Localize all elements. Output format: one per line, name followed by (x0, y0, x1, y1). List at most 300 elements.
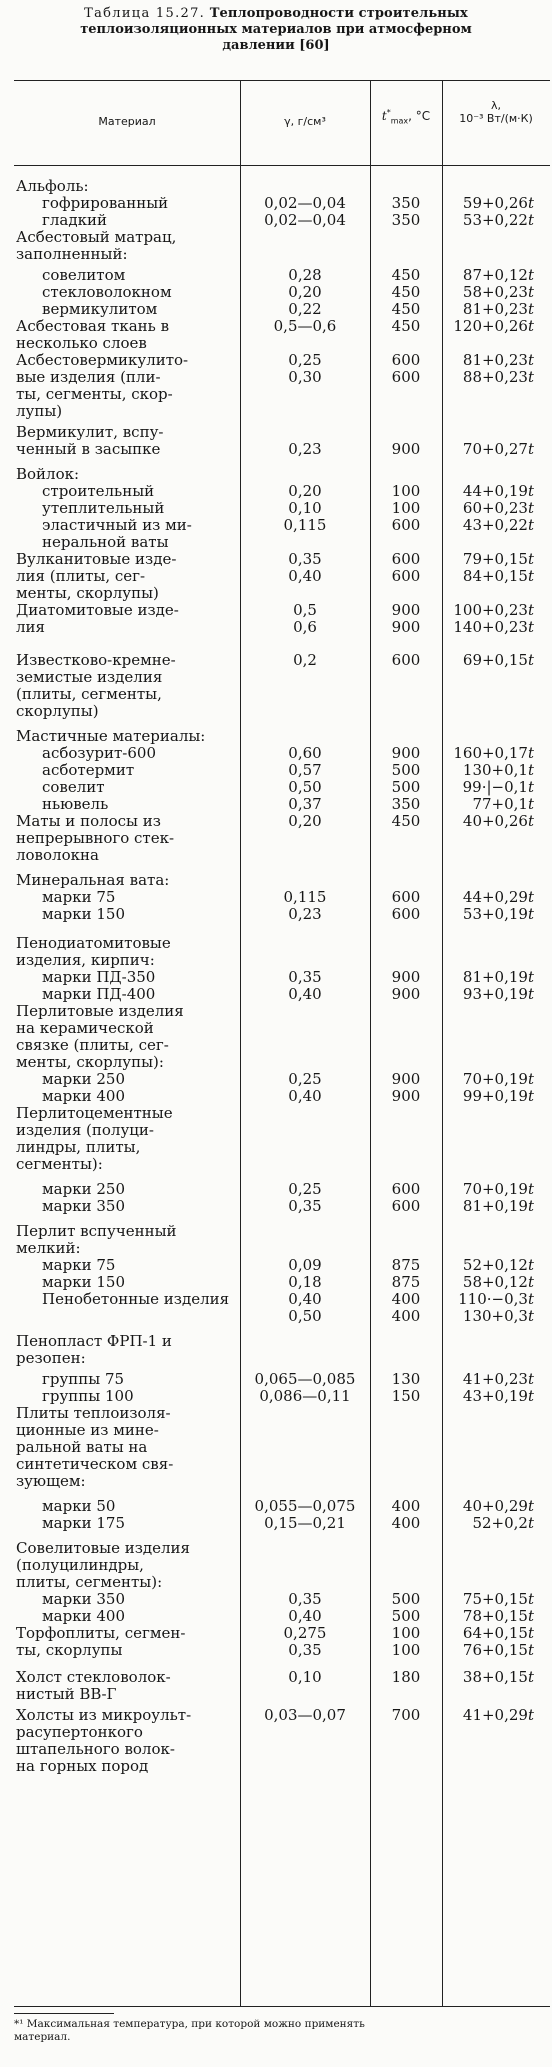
tmax-cell (370, 813, 442, 830)
material-cell (14, 466, 240, 483)
material-cell-line: штапельного волок- (16, 1741, 175, 1758)
material-cell-line: Торфоплиты, сегмен- (16, 1625, 186, 1642)
density-cell-line: 0,40 (288, 986, 322, 1003)
density-cell (240, 1071, 370, 1105)
table-row (14, 1405, 550, 1490)
tmax-cell (370, 1669, 442, 1686)
conductivity-cell (442, 267, 550, 318)
conductivity-cell-line: 53+0,22t (462, 212, 534, 229)
density-cell (240, 1591, 370, 1625)
material-cell-line: асботермит (42, 762, 135, 779)
conductivity-cell-line: 53+0,19t (462, 906, 534, 923)
conductivity-cell-line: 41+0,23t (462, 1371, 534, 1388)
density-cell-line: 0,055—0,075 (254, 1498, 356, 1515)
material-cell (14, 872, 240, 889)
density-cell-line: 0,03—0,07 (264, 1707, 346, 1724)
conductivity-cell-line: 76+0,15t (462, 1642, 534, 1659)
tmax-cell-line: 600 (391, 551, 421, 568)
conductivity-cell (442, 1371, 550, 1405)
table-row (14, 1257, 550, 1291)
conductivity-cell-line: 78+0,15t (462, 1608, 534, 1625)
material-cell-line: Альфоль: (16, 178, 89, 195)
table-row (14, 1540, 550, 1591)
material-cell (14, 1540, 240, 1591)
density-cell-line: 0,6 (293, 619, 317, 636)
tmax-cell-line: 500 (391, 779, 421, 796)
material-cell (14, 969, 240, 1003)
density-cell-line: 0,60 (288, 745, 322, 762)
material-cell (14, 1181, 240, 1215)
density-cell-line: 0,02—0,04 (264, 195, 346, 212)
material-cell-line: марки 175 (42, 1515, 125, 1532)
tmax-cell-line: 500 (391, 1591, 421, 1608)
material-cell (14, 1291, 240, 1325)
conductivity-cell-line: 70+0,19t (462, 1181, 534, 1198)
density-cell-line: 0,275 (283, 1625, 327, 1642)
tmax-cell (370, 1257, 442, 1291)
material-cell (14, 483, 240, 551)
tmax-cell-line: 400 (391, 1291, 421, 1308)
conductivity-cell-line: 52+0,12t (462, 1257, 534, 1274)
conductivity-cell (442, 195, 550, 229)
table-row (14, 466, 550, 483)
tmax-cell (370, 352, 442, 386)
material-cell-line: группы 75 (42, 1371, 125, 1388)
conductivity-cell-line: 40+0,29t (462, 1498, 534, 1515)
table-row (14, 318, 550, 352)
table-top-rule (14, 80, 550, 81)
table-row (14, 1591, 550, 1625)
material-cell-line: на керамической (16, 1020, 154, 1037)
conductivity-cell-line: 59+0,26t (462, 195, 534, 212)
table-number: Таблица 15.27. (84, 6, 206, 21)
footnote-line2: материал. (14, 2031, 71, 2043)
table-row (14, 813, 550, 864)
tmax-cell-line: 600 (391, 568, 421, 585)
material-cell (14, 652, 240, 720)
material-cell-line: совелит (42, 779, 105, 796)
material-cell-line: Пенобетонные изделия (42, 1291, 230, 1308)
material-cell-line: линдры, плиты, (16, 1139, 141, 1156)
density-cell (240, 1257, 370, 1291)
material-cell (14, 1105, 240, 1173)
table-caption (0, 0, 552, 54)
tmax-cell (370, 1371, 442, 1405)
conductivity-cell-line: 52+0,2t (472, 1515, 534, 1532)
conductivity-cell-line: 110·−0,3t (458, 1291, 534, 1308)
density-cell-line: 0,35 (288, 1591, 322, 1608)
material-cell-line: Перлит вспученный (16, 1223, 177, 1240)
header-tmax: $t^*_{max}$, °C (381, 108, 431, 126)
table-row (14, 745, 550, 813)
conductivity-cell-line: 70+0,19t (462, 1071, 534, 1088)
material-cell-line: марки 50 (42, 1498, 116, 1515)
density-cell-line: 0,20 (288, 284, 322, 301)
conductivity-cell-line: 43+0,19t (462, 1388, 534, 1405)
table-body (14, 170, 550, 1775)
tmax-cell-line: 400 (391, 1515, 421, 1532)
density-cell (240, 1625, 370, 1659)
table-row (14, 1707, 550, 1775)
density-cell (240, 1181, 370, 1215)
material-cell-line: (плиты, сегменты, (16, 686, 162, 703)
material-cell-line: на горных пород (16, 1758, 149, 1775)
tmax-cell-line: 700 (391, 1707, 421, 1724)
table-row (14, 1669, 550, 1703)
conductivity-cell-line: 130+0,3t (462, 1308, 534, 1325)
density-cell-line: 0,25 (288, 1071, 322, 1088)
tmax-cell-line: 900 (391, 745, 421, 762)
conductivity-cell-line: 93+0,19t (462, 986, 534, 1003)
tmax-cell-line: 600 (391, 352, 421, 369)
density-cell-line (240, 424, 370, 441)
material-cell (14, 1003, 240, 1071)
tmax-cell-line: 400 (391, 1308, 421, 1325)
footnote-rule (14, 2013, 114, 2014)
table-row (14, 728, 550, 745)
conductivity-cell-line: 38+0,15t (462, 1669, 534, 1686)
material-cell-line: ральной ваты на (16, 1439, 148, 1456)
conductivity-cell (442, 1707, 550, 1724)
density-cell-line: 0,40 (288, 1608, 322, 1625)
table-header (14, 83, 550, 165)
conductivity-cell-line: 81+0,23t (462, 301, 534, 318)
density-cell-line: 0,10 (288, 500, 322, 517)
conductivity-cell-line: 58+0,23t (462, 284, 534, 301)
tmax-cell-line: 450 (391, 267, 421, 284)
tmax-cell (370, 318, 442, 352)
table-row (14, 229, 550, 263)
material-cell (14, 935, 240, 969)
material-cell (14, 267, 240, 318)
material-cell-line: марки 400 (42, 1088, 125, 1105)
material-cell (14, 352, 240, 420)
density-cell-line (240, 585, 370, 602)
density-cell-line: 0,20 (288, 813, 322, 830)
material-cell-line: скорлупы) (16, 703, 99, 720)
material-cell-line: Диатомитовые изде- (16, 602, 179, 619)
material-cell (14, 1071, 240, 1105)
material-cell-line: Минеральная вата: (16, 872, 170, 889)
density-cell-line: 0,10 (288, 1669, 322, 1686)
material-cell-line: эластичный из ми- (42, 517, 192, 534)
conductivity-cell (442, 318, 550, 352)
tmax-cell-line: 100 (391, 483, 421, 500)
material-cell-line: гофрированный (42, 195, 169, 212)
tmax-cell (370, 483, 442, 551)
material-cell-line: мелкий: (16, 1240, 81, 1257)
tmax-cell-line: 900 (391, 1088, 421, 1105)
material-cell-line: Асбестовая ткань в (16, 318, 170, 335)
header-lambda: λ, 10⁻³ Вт/(м·К) (459, 99, 533, 125)
table-row (14, 889, 550, 923)
header-material: Материал (98, 115, 156, 128)
table-title-line3: давлении [60] (222, 38, 330, 53)
material-cell-line: гладкий (42, 212, 107, 229)
tmax-cell (370, 969, 442, 1003)
density-cell-line: 0,37 (288, 796, 322, 813)
material-cell-line: Плиты теплоизоля- (16, 1405, 171, 1422)
tmax-cell-line (370, 534, 442, 551)
conductivity-cell (442, 652, 550, 669)
table-row (14, 551, 550, 602)
conductivity-cell-line: 81+0,19t (462, 969, 534, 986)
material-cell-line: совелитом (42, 267, 126, 284)
tmax-cell (370, 424, 442, 458)
table-row (14, 872, 550, 889)
material-cell-line: ционные из мине- (16, 1422, 159, 1439)
material-cell-line: Асбестовый матрац, (16, 229, 177, 246)
density-cell (240, 1291, 370, 1325)
density-cell (240, 889, 370, 923)
material-cell-line: Холсты из микроульт- (16, 1707, 192, 1724)
density-cell (240, 318, 370, 352)
material-cell-line: Войлок: (16, 466, 80, 483)
conductivity-cell-line: 44+0,19t (462, 483, 534, 500)
density-cell (240, 1498, 370, 1532)
conductivity-cell (442, 602, 550, 636)
tmax-cell (370, 1591, 442, 1625)
material-cell (14, 195, 240, 229)
tmax-cell (370, 889, 442, 923)
conductivity-cell-line: 58+0,12t (462, 1274, 534, 1291)
conductivity-cell-line: 77+0,1t (472, 796, 534, 813)
density-cell (240, 267, 370, 318)
material-cell-line: марки 350 (42, 1591, 125, 1608)
tmax-cell-line: 600 (391, 906, 421, 923)
material-cell-line: ловолокна (16, 847, 99, 864)
material-cell-line: марки 350 (42, 1198, 125, 1215)
material-cell-line: асбозурит-600 (42, 745, 157, 762)
density-cell (240, 813, 370, 830)
density-cell (240, 1669, 370, 1686)
density-cell-line: 0,50 (288, 779, 322, 796)
tmax-cell (370, 1291, 442, 1325)
material-cell (14, 1669, 240, 1703)
conductivity-cell-line: 160+0,17t (453, 745, 534, 762)
tmax-cell-line: 130 (391, 1371, 421, 1388)
conductivity-cell-line (442, 585, 534, 602)
tmax-cell-line: 450 (391, 301, 421, 318)
conductivity-cell-line (442, 335, 534, 352)
material-cell (14, 424, 240, 458)
conductivity-cell-line: 99+0,19t (462, 1088, 534, 1105)
material-cell-line: марки 400 (42, 1608, 125, 1625)
tmax-cell-line: 500 (391, 1608, 421, 1625)
density-cell-line: 0,35 (288, 969, 322, 986)
density-cell-line: 0,25 (288, 1181, 322, 1198)
material-cell-line: синтетическом свя- (16, 1456, 174, 1473)
tmax-cell-line: 180 (391, 1669, 421, 1686)
conductivity-cell (442, 813, 550, 830)
density-cell-line: 0,23 (288, 441, 322, 458)
material-cell-line: вермикулитом (42, 301, 158, 318)
footnote (14, 2018, 544, 2044)
material-cell (14, 1257, 240, 1291)
material-cell (14, 728, 240, 745)
conductivity-cell-line: 69+0,15t (462, 652, 534, 669)
material-cell-line: несколько слоев (16, 335, 147, 352)
tmax-cell-line: 900 (391, 619, 421, 636)
density-cell-line: 0,2 (293, 652, 317, 669)
table-row (14, 195, 550, 229)
tmax-cell-line: 450 (391, 318, 421, 335)
density-cell (240, 352, 370, 386)
table-row (14, 1625, 550, 1659)
material-cell-line: Вулканитовые изде- (16, 551, 177, 568)
conductivity-cell (442, 1591, 550, 1625)
conductivity-cell (442, 1071, 550, 1105)
material-cell-line: строительный (42, 483, 155, 500)
conductivity-cell-line: 81+0,23t (462, 352, 534, 369)
material-cell-line: Совелитовые изделия (16, 1540, 190, 1557)
material-cell (14, 1371, 240, 1405)
density-cell (240, 969, 370, 1003)
tmax-cell-line: 450 (391, 813, 421, 830)
density-cell-line: 0,065—0,085 (254, 1371, 356, 1388)
tmax-cell-line: 100 (391, 500, 421, 517)
conductivity-cell-line: 99·|−0,1t (462, 779, 534, 796)
material-cell-line: земистые изделия (16, 669, 163, 686)
conductivity-cell (442, 1625, 550, 1659)
material-cell (14, 1591, 240, 1625)
density-cell (240, 1371, 370, 1405)
table-row (14, 1498, 550, 1532)
material-cell-line: Вермикулит, вспу- (16, 424, 164, 441)
conductivity-cell (442, 745, 550, 813)
table-row (14, 267, 550, 318)
material-cell-line: неральной ваты (42, 534, 169, 551)
tmax-cell-line: 600 (391, 517, 421, 534)
material-cell-line: изделия (полуци- (16, 1122, 154, 1139)
material-cell-line: марки ПД-350 (42, 969, 156, 986)
material-cell-line: ченный в засыпке (16, 441, 161, 458)
conductivity-cell (442, 424, 550, 458)
table-row (14, 969, 550, 1003)
material-cell-line: непрерывного стек- (16, 830, 175, 847)
density-cell (240, 483, 370, 551)
material-cell-line: Мастичные материалы: (16, 728, 206, 745)
material-cell (14, 318, 240, 352)
table-title-line1: Теплопроводности строительных (209, 6, 468, 21)
material-cell (14, 745, 240, 813)
tmax-cell-line: 900 (391, 969, 421, 986)
material-cell-line: Асбестовермикулито- (16, 352, 189, 369)
density-cell-line: 0,115 (283, 889, 327, 906)
material-cell (14, 1223, 240, 1257)
tmax-cell-line: 350 (391, 796, 421, 813)
density-cell-line: 0,5 (293, 602, 317, 619)
tmax-cell (370, 1707, 442, 1724)
tmax-cell-line: 900 (391, 1071, 421, 1088)
density-cell (240, 424, 370, 458)
material-cell-line: марки 75 (42, 1257, 116, 1274)
conductivity-cell-line: 120+0,26t (453, 318, 534, 335)
tmax-cell-line: 600 (391, 369, 421, 386)
material-cell (14, 813, 240, 864)
table-row (14, 602, 550, 636)
material-cell-line: связке (плиты, сег- (16, 1037, 169, 1054)
density-cell-line: 0,40 (288, 1088, 322, 1105)
tmax-cell-line: 875 (391, 1274, 421, 1291)
tmax-cell-line (370, 424, 442, 441)
conductivity-cell-line: 140+0,23t (453, 619, 534, 636)
material-cell-line: Перлитоцементные (16, 1105, 173, 1122)
material-cell-line: плиты, сегменты): (16, 1574, 163, 1591)
density-cell-line: 0,40 (288, 568, 322, 585)
table-row (14, 652, 550, 720)
conductivity-cell-line: 43+0,22t (462, 517, 534, 534)
conductivity-cell-line: 88+0,23t (462, 369, 534, 386)
tmax-cell-line (370, 585, 442, 602)
material-cell-line: менты, скорлупы): (16, 1054, 164, 1071)
conductivity-cell-line: 44+0,29t (462, 889, 534, 906)
material-cell-line: Перлитовые изделия (16, 1003, 184, 1020)
material-cell (14, 551, 240, 602)
table-title-line2: теплоизоляционных материалов при атмосферном (80, 22, 472, 37)
material-cell-line: резопен: (16, 1350, 86, 1367)
conductivity-cell (442, 352, 550, 386)
tmax-cell (370, 1498, 442, 1532)
material-cell-line: лия (плиты, сег- (16, 568, 146, 585)
density-cell-line: 0,25 (288, 352, 322, 369)
tmax-cell-line: 600 (391, 652, 421, 669)
conductivity-cell-line: 130+0,1t (462, 762, 534, 779)
density-cell-line: 0,15—0,21 (264, 1515, 346, 1532)
table-row (14, 483, 550, 551)
density-cell-line: 0,5—0,6 (273, 318, 337, 335)
density-cell (240, 195, 370, 229)
material-cell (14, 1498, 240, 1532)
tmax-cell-line: 450 (391, 284, 421, 301)
density-cell-line: 0,23 (288, 906, 322, 923)
material-cell-line: марки 150 (42, 906, 125, 923)
material-cell-line: ты, сегменты, скор- (16, 386, 173, 403)
tmax-cell-line (370, 335, 442, 352)
material-cell-line: марки 150 (42, 1274, 125, 1291)
material-cell-line: нистый ВВ-Г (16, 1686, 117, 1703)
tmax-cell (370, 267, 442, 318)
tmax-cell (370, 1181, 442, 1215)
density-cell-line: 0,09 (288, 1257, 322, 1274)
material-cell-line: группы 100 (42, 1388, 134, 1405)
conductivity-cell (442, 1498, 550, 1532)
material-cell-line: утеплительный (42, 500, 165, 517)
conductivity-cell (442, 1257, 550, 1291)
material-cell-line: расупертонкого (16, 1724, 143, 1741)
density-cell (240, 652, 370, 669)
density-cell-line (240, 335, 370, 352)
density-cell (240, 602, 370, 636)
material-cell-line: (полуцилиндры, (16, 1557, 144, 1574)
material-cell-line: ты, скорлупы (16, 1642, 123, 1659)
density-cell-line: 0,115 (283, 517, 327, 534)
density-cell-line: 0,20 (288, 483, 322, 500)
material-cell-line: Маты и полосы из (16, 813, 161, 830)
conductivity-cell (442, 1291, 550, 1325)
material-cell-line: заполненный: (16, 246, 128, 263)
tmax-cell-line: 900 (391, 986, 421, 1003)
material-cell-line: Пенопласт ФРП-1 и (16, 1333, 172, 1350)
density-cell-line: 0,02—0,04 (264, 212, 346, 229)
tmax-cell-line: 875 (391, 1257, 421, 1274)
conductivity-cell-line: 75+0,15t (462, 1591, 534, 1608)
material-cell (14, 602, 240, 636)
conductivity-cell-line: 40+0,26t (462, 813, 534, 830)
conductivity-cell-line: 64+0,15t (462, 1625, 534, 1642)
density-cell-line: 0,35 (288, 1198, 322, 1215)
table-row (14, 1181, 550, 1215)
